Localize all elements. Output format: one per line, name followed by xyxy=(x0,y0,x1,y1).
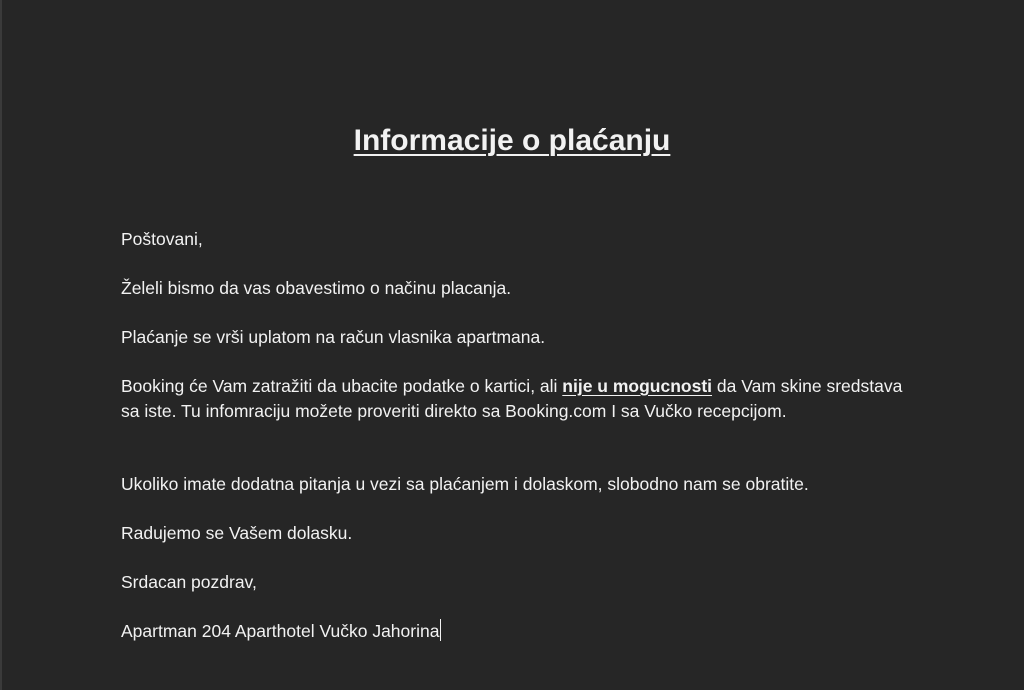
document-title-text: Informacije o plaćanju xyxy=(353,124,671,157)
intro-paragraph[interactable]: Želeli bismo da vas obavestimo o načinu placanja. xyxy=(121,278,512,298)
text-cursor xyxy=(440,619,441,641)
welcome-paragraph[interactable]: Radujemo se Vašem dolasku. xyxy=(121,523,353,543)
booking-text-end: da Vam skine sredstava sa iste. Tu infomraciju možete proveriti direkto sa Booking.com I sa Vučko recepcijom. xyxy=(121,376,903,421)
closing-paragraph[interactable]: Srdacan pozdrav, xyxy=(121,572,257,592)
booking-text-emphasis: nije u mogucnosti xyxy=(562,376,713,396)
greeting-paragraph[interactable]: Poštovani, xyxy=(121,229,203,249)
questions-paragraph[interactable]: Ukoliko imate dodatna pitanja u vezi sa plaćanjem i dolaskom, slobodno nam se obratite. xyxy=(121,474,809,494)
booking-text-start: Booking će Vam zatražiti da ubacite podatke o kartici, ali xyxy=(121,376,563,396)
signature-text: Apartman 204 Aparthotel Vučko Jahorina xyxy=(121,621,440,641)
signature-paragraph[interactable] xyxy=(121,619,911,644)
document-title[interactable] xyxy=(0,122,1024,160)
booking-paragraph[interactable] xyxy=(121,374,911,424)
payment-paragraph[interactable]: Plaćanje se vrši uplatom na račun vlasnika apartmana. xyxy=(121,327,546,347)
